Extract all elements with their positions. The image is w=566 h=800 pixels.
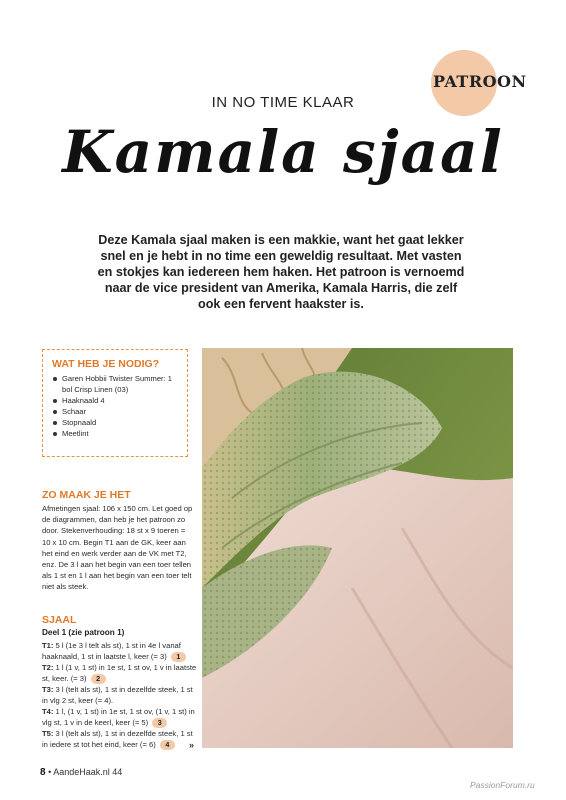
footer-bullet: • (48, 767, 52, 777)
list-item: Schaar (62, 406, 179, 417)
section-badge: PATROON (433, 72, 527, 91)
continue-arrow: » (189, 740, 195, 750)
row-label: T4: (42, 707, 54, 716)
row-label: T5: (42, 729, 54, 738)
row-text: 1 l, (1 v, 1 st) in 1e st, 1 st ov, (1 v, 1 st) in vlg st, 1 v in de keerl, keer (= 5) (42, 707, 195, 728)
scarf-subheading: Deel 1 (zie patroon 1) (42, 628, 125, 637)
row-text: 1 l (1 v, 1 st) in 1e st, 1 st ov, 1 v in laatste st, keer. (= 3) (42, 663, 197, 684)
diagram-badge: 3 (152, 718, 167, 728)
list-item: Haaknaald 4 (62, 395, 179, 406)
pattern-row (42, 640, 200, 662)
diagram-badge: 1 (171, 652, 186, 662)
row-label: T1: (42, 641, 54, 650)
pattern-row (42, 662, 200, 684)
row-text: 5 l (1e 3 l telt als st), 1 st in 4e l vanaf haaknaald, 1 st in laatste l, keer (= 3) (42, 641, 181, 662)
watermark: PassionForum.ru (470, 780, 535, 790)
page-footer (40, 767, 122, 778)
magazine-name: AandeHaak.nl 44 (53, 767, 123, 777)
pattern-row (42, 706, 200, 728)
row-label: T3: (42, 685, 54, 694)
howto-heading: ZO MAAK JE HET (42, 489, 131, 501)
materials-list (52, 373, 179, 439)
materials-heading: WAT HEB JE NODIG? (52, 358, 160, 370)
row-label: T2: (42, 663, 54, 672)
scarf-heading: SJAAL (42, 614, 77, 626)
materials-box (42, 349, 188, 457)
row-text: 3 l (telt als st), 1 st in dezelfde steek, 1 st in vlg 2 st, keer (= 4). (42, 685, 193, 706)
pattern-row (42, 728, 200, 750)
list-item: Garen Hobbii Twister Summer: 1 bol Crisp Linen (03) (62, 373, 179, 395)
list-item: Stopnaald (62, 417, 179, 428)
page-title: Kamala sjaal (62, 118, 504, 186)
scarf-photo-illustration (202, 348, 513, 748)
diagram-badge: 2 (91, 674, 106, 684)
page-number: 8 (40, 767, 46, 778)
scarf-photo (202, 348, 513, 748)
list-item: Meetlint (62, 428, 179, 439)
howto-text: Afmetingen sjaal: 106 x 150 cm. Let goed op de diagrammen, dan heb je het patroon zo door. Stekenverhouding: 18 st x 9 toeren = 10 x 10 cm. Begin T1 aan de GK, keer aan het eind en werk verder aan de VK met T2, enz. De 3 l aan het begin van een toer tellen als 1 st en 1 l aan het begin van een toer telt niet als steek. (42, 504, 193, 592)
overline: IN NO TIME KLAAR (211, 94, 355, 111)
intro-paragraph: Deze Kamala sjaal maken is een makkie, want het gaat lekker snel en je hebt in no time een geweldig resultaat. Met vasten en stokjes kan iedereen hem haken. Het patroon is vernoemd naar de vice president van Amerika, Kamala Harris, die zelf ook een fervent haakster is. (97, 233, 465, 311)
row-text: 3 l (telt als st), 1 st in dezelfde steek, 1 st in iedere st tot het eind, keer (= 6) (42, 729, 193, 750)
pattern-row (42, 684, 200, 706)
diagram-badge: 4 (160, 740, 175, 750)
